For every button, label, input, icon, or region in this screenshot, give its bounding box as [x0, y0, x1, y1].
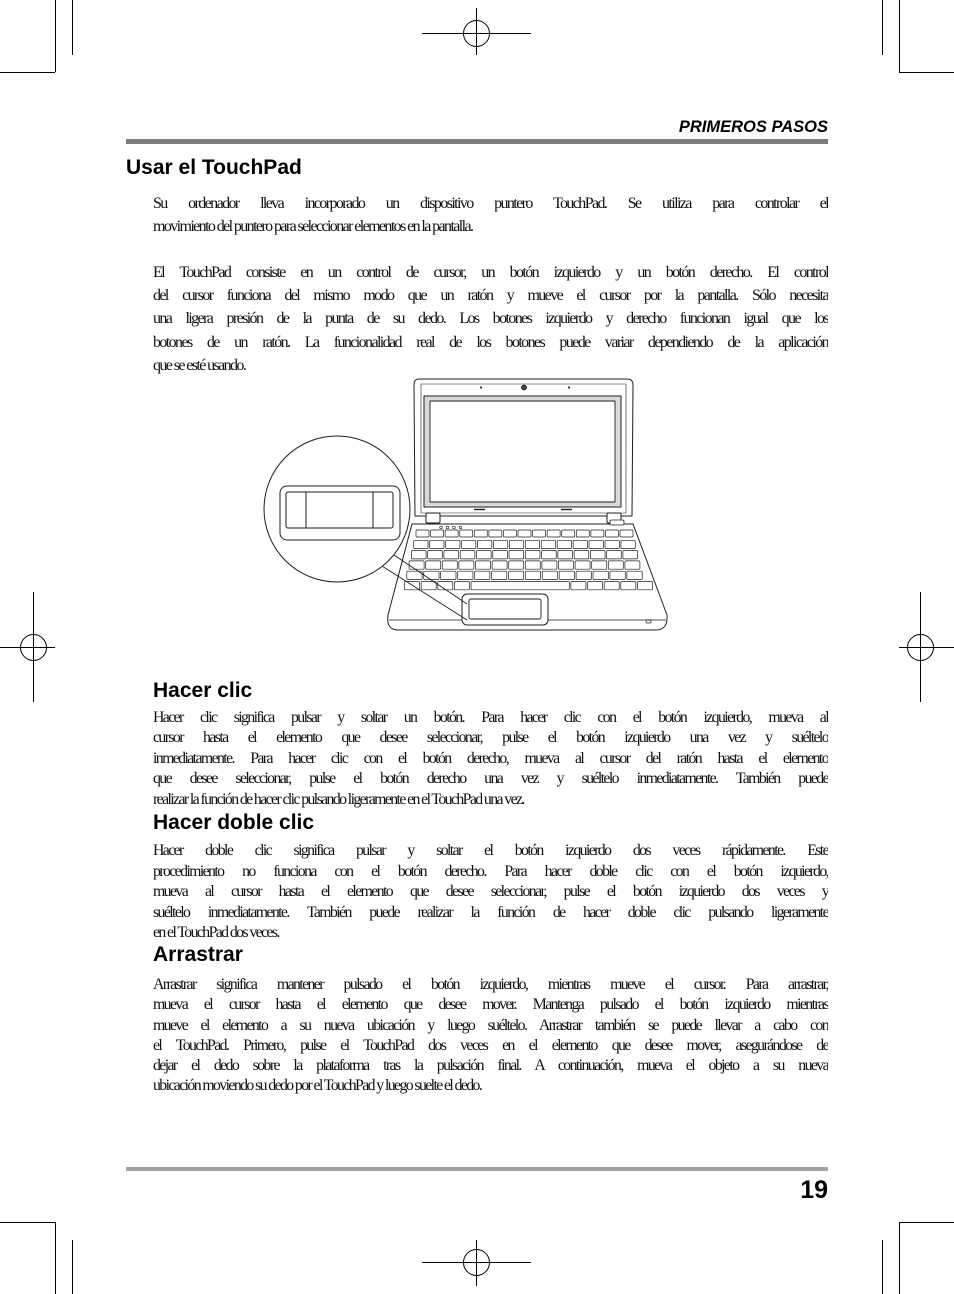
keyboard-key — [576, 530, 589, 537]
keyboard-key — [558, 551, 573, 559]
text-line: Hacer clic significa pulsar y soltar un botón. Para hacer clic con el botón izquierdo, mueva al — [153, 709, 828, 726]
keyboard-key — [460, 530, 473, 537]
keyboard-key — [637, 582, 652, 590]
text-line: el TouchPad. Primero, pulse el TouchPad dos veces en el elemento que desee mover, asegurándose de — [153, 1036, 828, 1054]
header-rule — [126, 139, 828, 144]
keyboard-key — [414, 540, 428, 548]
keyboard-key — [525, 571, 540, 579]
keyboard-key — [610, 571, 625, 579]
keyboard-key — [476, 551, 491, 559]
laptop-touchpad-illustration — [262, 374, 672, 636]
keyboard-key — [446, 540, 460, 548]
text-line: del cursor funciona del mismo modo que un ratón y mueve el cursor por la pantalla. Sólo necesita — [153, 287, 828, 305]
text-line: Su ordenador lleva incorporado un dispositivo puntero TouchPad. Se utiliza para controlar el — [153, 195, 828, 212]
paragraph — [153, 192, 828, 238]
keyboard-key — [491, 571, 506, 579]
keyboard-key — [454, 582, 469, 590]
text-line: realizar la función de hacer clic pulsando ligeramente en el TouchPad una vez. — [153, 790, 524, 808]
keyboard-key — [421, 582, 436, 590]
keyboard-key — [604, 582, 619, 590]
keyboard-key — [492, 561, 507, 569]
text-line: mueva al cursor hasta el elemento que desee seleccionar, pulse el botón izquierdo dos veces y — [153, 883, 828, 900]
keyboard-key — [542, 561, 557, 569]
text-line: mueva el cursor hasta el elemento que desee mover. Mantenga pulsado el botón izquierdo mientras — [153, 996, 828, 1014]
keyboard-key — [576, 571, 591, 579]
keyboard-key — [424, 571, 439, 579]
keyboard-key — [559, 571, 574, 579]
keyboard-key — [541, 540, 555, 548]
webcam-icon — [521, 385, 526, 390]
text-line: El TouchPad consiste en un control de cursor, un botón izquierdo y un botón derecho. El control — [153, 264, 828, 281]
running-header: PRIMEROS PASOS — [678, 118, 828, 136]
text-line: que se esté usando. — [153, 356, 246, 374]
keyboard-key — [605, 540, 619, 548]
text-line: procedimiento no funciona con el botón derecho. Para hacer doble clic con el botón izquierdo, — [153, 862, 828, 880]
keyboard-key — [459, 561, 474, 569]
keyboard-key — [476, 561, 491, 569]
registration-mark-bottom — [422, 1240, 531, 1286]
keyboard-key — [574, 551, 589, 559]
keyboard-key — [589, 540, 603, 548]
keyboard-key — [458, 571, 473, 579]
keyboard-key — [445, 530, 458, 537]
keyboard-key — [509, 561, 524, 569]
keyboard-key — [509, 551, 524, 559]
text-line: Hacer doble clic significa pulsar y soltar el botón izquierdo dos veces rápidamente. Este — [153, 842, 828, 859]
paragraph — [153, 975, 828, 1097]
text-line: cursor hasta el elemento que desee seleccionar, pulse el botón izquierdo una vez y suéltelo — [153, 729, 828, 747]
crop-mark-top-right — [883, 0, 954, 73]
keyboard-key — [431, 530, 444, 537]
keyboard-key — [562, 530, 575, 537]
keyboard-key — [525, 551, 540, 559]
keyboard-key — [503, 530, 516, 537]
page-number: 19 — [800, 1176, 828, 1204]
crop-mark-bottom-left — [0, 1222, 73, 1294]
keyboard-key — [605, 530, 618, 537]
keyboard-key — [559, 561, 574, 569]
keyboard-key — [592, 561, 607, 569]
keyboard-key — [508, 571, 523, 579]
keyboard-key — [593, 571, 608, 579]
text-line: ubicación moviendo su dedo por el TouchPad y luego suelte el dedo. — [153, 1077, 482, 1095]
keyboard-key — [430, 540, 444, 548]
paragraph — [153, 708, 828, 810]
keyboard-key — [477, 540, 491, 548]
keyboard-key — [493, 551, 508, 559]
text-line: que desee seleccionar, pulse el botón derecho una vez y suéltelo inmediatamente. También puede — [153, 770, 828, 788]
keyboard-key — [547, 530, 560, 537]
keyboard-key — [620, 530, 633, 537]
footer-rule — [126, 1167, 828, 1171]
paragraph — [153, 841, 828, 944]
keyboard-key — [621, 540, 635, 548]
keyboard-key — [474, 530, 487, 537]
keyboard-key — [627, 571, 642, 579]
section-title: Hacer doble clic — [153, 811, 315, 834]
keyboard-key — [590, 551, 605, 559]
crop-mark-top-left — [0, 0, 73, 73]
keyboard-key — [475, 571, 490, 579]
registration-mark-top — [422, 8, 531, 55]
registration-mark-right — [899, 592, 954, 702]
keyboard-key — [409, 561, 424, 569]
text-line: suéltelo inmediatamente. También puede realizar la función de hacer doble clic pulsando ligeramente — [153, 903, 828, 921]
keyboard-key — [571, 582, 586, 590]
keyboard-key — [588, 582, 603, 590]
section-title: Arrastrar — [153, 943, 243, 966]
keyboard-key — [542, 571, 557, 579]
keyboard-key — [542, 551, 557, 559]
keyboard-key — [462, 540, 476, 548]
keyboard-key — [525, 561, 540, 569]
keyboard-key — [591, 530, 604, 537]
keyboard-key — [518, 530, 531, 537]
power-button — [610, 520, 624, 525]
section-title: Hacer clic — [153, 679, 253, 702]
keyboard-key — [621, 582, 636, 590]
text-line: botones de un ratón. La funcionalidad real de los botones puede variar dependiendo de la aplicación — [153, 333, 828, 351]
keyboard-key — [625, 561, 640, 569]
text-line: movimiento del puntero para seleccionar elementos en la pantalla. — [153, 218, 473, 235]
text-line: mueve el elemento a su nueva ubicación y luego suéltelo. Arrastrar también se puede llevar a cabo con — [153, 1016, 828, 1034]
keyboard-key — [525, 540, 539, 548]
keyboard-key — [489, 530, 502, 537]
text-line: una ligera presión de la punta de su dedo. Los botones izquierdo y derecho funcionan igual que los — [153, 310, 828, 328]
section-title: Usar el TouchPad — [126, 156, 302, 179]
keyboard-key — [411, 551, 426, 559]
keyboard-key — [460, 551, 475, 559]
keyboard-key — [416, 530, 429, 537]
keyboard-key — [608, 561, 623, 569]
registration-mark-left — [0, 592, 55, 702]
keyboard-key — [509, 540, 523, 548]
text-line: Arrastrar significa mantener pulsado el botón izquierdo, mientras mueve el cursor. Para arrastrar, — [153, 976, 828, 993]
keyboard-key — [426, 561, 441, 569]
keyboard-key — [471, 582, 569, 590]
text-line: dejar el dedo sobre la plataforma tras la pulsación final. A continuación, mueva el objeto a su nueva — [153, 1057, 828, 1074]
keyboard-key — [441, 571, 456, 579]
keyboard-key — [623, 551, 638, 559]
paragraph — [153, 261, 828, 377]
keyboard-key — [575, 561, 590, 569]
text-line: en el TouchPad dos veces. — [153, 924, 279, 941]
keyboard-key — [444, 551, 459, 559]
keyboard-key — [557, 540, 571, 548]
keyboard-key — [573, 540, 587, 548]
crop-mark-bottom-right — [883, 1222, 954, 1294]
keyboard-key — [428, 551, 443, 559]
text-line: inmediatamente. Para hacer clic con el botón derecho, mueva al cursor del ratón hasta el elemento — [153, 749, 828, 767]
keyboard-key — [493, 540, 507, 548]
keyboard-key — [607, 551, 622, 559]
keyboard-key — [442, 561, 457, 569]
keyboard-key — [533, 530, 546, 537]
